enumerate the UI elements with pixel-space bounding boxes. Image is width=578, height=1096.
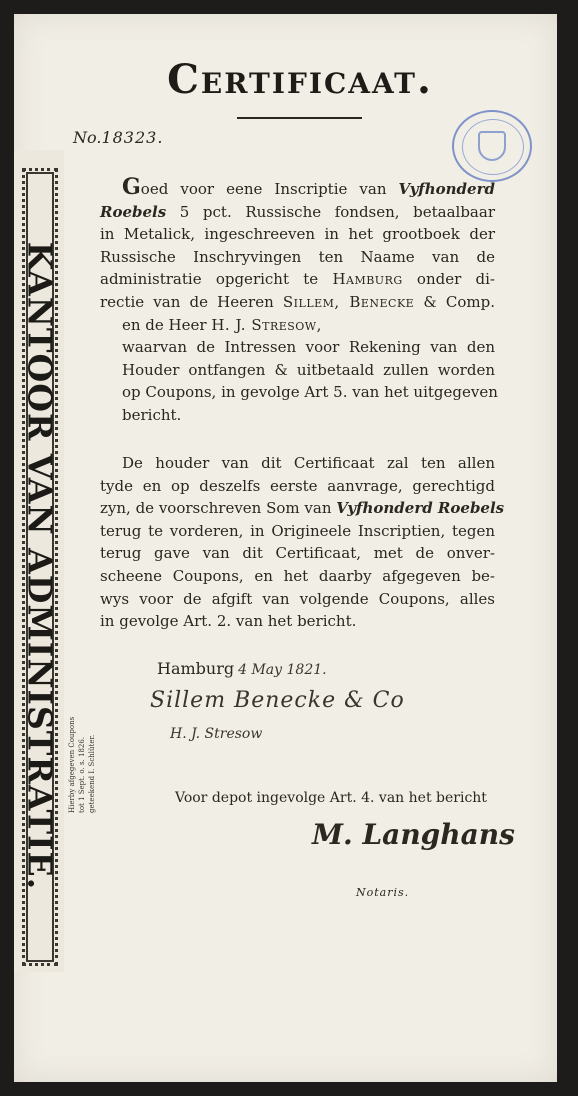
side-note-line-1: Hierby afgegeven Coupons [68, 716, 76, 813]
handwritten-date: 4 May 1821. [238, 662, 327, 678]
p2-line-3: zyn, de voorschreven Som van Vyfhonderd Roebels [100, 499, 505, 518]
side-note-line-3: geteekend I. Schlüter. [88, 734, 96, 813]
p1-line-5: administratie opgericht te Hamburg onder di- [100, 270, 495, 289]
coupon-side-note [67, 663, 97, 813]
number-value: 18323. [101, 128, 164, 147]
paragraph-inscription [100, 174, 498, 427]
place-text: Hamburg [157, 659, 235, 678]
number-label: No. [73, 128, 102, 147]
p1-line-6: rectie van de Heeren Sillem, Benecke & Comp. [100, 292, 495, 311]
p2-line-2: tyde en op deszelfs eerste aanvrage, gerechtigd [100, 476, 495, 495]
p2-line-8: in gevolge Art. 2. van het bericht. [100, 612, 357, 631]
side-note-line-2: tot 1 Sept. o. s. 1826. [78, 736, 86, 813]
p1-line-9: Houder ontfangen & uitbetaald zullen worden [122, 360, 495, 379]
p2-line-1: De houder van dit Certificaat zal ten allen [122, 454, 495, 472]
p1-line-10: op Coupons, in gevolge Art 5. van het uitgegeven [122, 383, 498, 402]
p2-line-4: terug te vorderen, in Origineele Inscriptien, tegen [100, 521, 495, 540]
p2-line-5: terug gave van dit Certificaat, met de onver- [100, 544, 495, 563]
signature-stresow: H. J. Stresow [170, 726, 263, 742]
p1-line-8: waarvan de Intressen voor Rekening van den [122, 338, 495, 357]
p1-line-2: Roebels 5 pct. Russische fondsen, betaalbaar [100, 202, 495, 221]
seal-stamp-icon [452, 110, 532, 182]
notary-signature: M. Langhans [312, 818, 515, 851]
certificate-number [73, 128, 163, 147]
notary-label: Notaris. [356, 886, 410, 899]
p2-line-7: wys voor de afgift van volgende Coupons, alles [100, 589, 495, 608]
signature-sillem-benecke: Sillem Benecke & Co [150, 688, 405, 713]
p1-line-1: Goed voor eene Inscriptie van Vyfhonderd [122, 174, 495, 200]
certificate-title: Certificaat. [167, 56, 433, 103]
place-and-date [157, 659, 327, 678]
p1-line-3: in Metalick, ingeschreeven in het grootboek der [100, 225, 495, 244]
crest-icon [478, 131, 506, 161]
p1-line-4: Russische Inschryvingen ten Naame van de [100, 247, 495, 266]
stub-vertical-text: KANTOOR VAN ADMINISTRATIE. [20, 241, 60, 891]
depot-text: Voor depot ingevolge Art. 4. van het bericht [175, 790, 487, 806]
paragraph-redemption [100, 452, 505, 633]
p1-line-7: en de Heer H. J. Stresow, [122, 315, 322, 334]
p1-line-11: bericht. [122, 405, 182, 424]
title-underline [237, 117, 362, 119]
p2-line-6: scheene Coupons, en het daarby afgegeven be- [100, 566, 495, 585]
